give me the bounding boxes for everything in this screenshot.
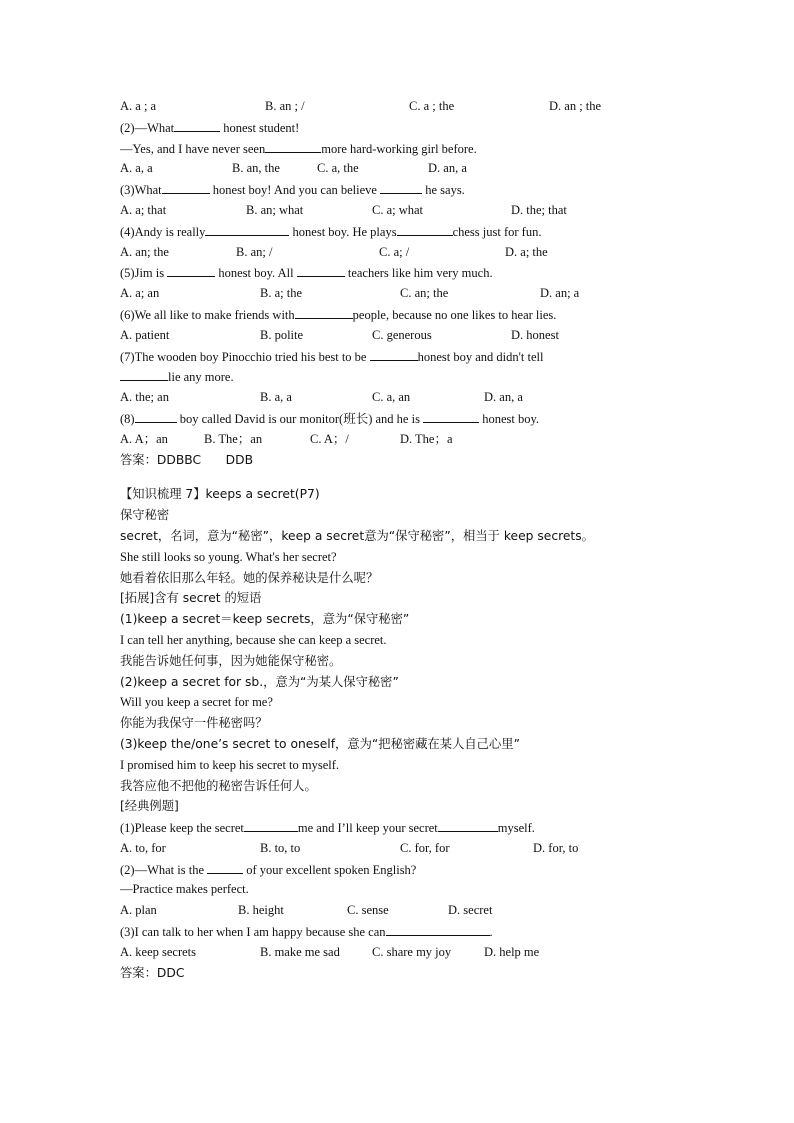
exercise-1: [120, 817, 680, 838]
phrase-2-chinese: 你能为我保守一件秘密吗？: [120, 716, 268, 731]
q7-text-c: lie any more.: [168, 370, 234, 385]
e3-option-d: D. help me: [484, 944, 540, 959]
q6-option-c: C. generous: [372, 327, 432, 342]
q7-text-a: (7)The wooden boy Pinocchio tried his best to be: [120, 349, 370, 364]
q3-option-c: C. a; what: [372, 202, 424, 217]
q4-options: [120, 242, 680, 263]
blank: [423, 408, 479, 423]
e1-option-b: B. to, to: [260, 840, 301, 855]
q5-text-b: honest boy. All: [215, 266, 297, 281]
spacer: [120, 470, 680, 484]
blank: [386, 921, 490, 936]
q4-text-b: honest boy. He plays: [289, 224, 397, 239]
q2-option-d: D. an, a: [428, 161, 467, 176]
phrase-3-english: I promised him to keep his secret to myself.: [120, 757, 340, 772]
q3-option-b: B. an; what: [246, 202, 304, 217]
question-5: [120, 262, 680, 283]
expand-heading: [拓展]含有 secret 的短语: [120, 591, 262, 606]
e3-option-a: A. keep secrets: [120, 944, 197, 959]
blank: [297, 262, 345, 277]
question-6: [120, 304, 680, 325]
blank: [265, 138, 321, 153]
classic-heading: [经典例题]: [120, 799, 179, 814]
exercise-3: [120, 921, 680, 942]
e1-text-b: me and I’ll keep your secret: [297, 821, 438, 836]
q6-option-a: A. patient: [120, 327, 170, 342]
q4-option-a: A. an; the: [120, 244, 169, 259]
question-2: [120, 117, 680, 138]
blank: [167, 262, 215, 277]
blank: [295, 304, 353, 319]
e3-text-b: .: [489, 925, 493, 940]
q3-text-b: honest boy! And you can believe: [209, 183, 381, 198]
q8-option-a: A. A；an: [120, 431, 168, 446]
phrase-2: (2)keep a secret for sb.，意为“为某人保守秘密”: [120, 674, 399, 689]
answer-key-2: 答案：DDC: [120, 965, 185, 980]
q3-option-a: A. a; that: [120, 202, 167, 217]
q4-text-a: (4)Andy is really: [120, 224, 206, 239]
q2-text-a: (2)—What: [120, 120, 175, 135]
e2-option-c: C. sense: [347, 903, 389, 918]
q3-options: [120, 200, 680, 221]
q5-option-c: C. an; the: [400, 286, 449, 301]
q1-option-c: C. a ; the: [409, 99, 455, 113]
question-3: [120, 179, 680, 200]
blank: [380, 179, 422, 194]
e2-option-b: B. height: [238, 903, 284, 918]
e1-options: [120, 838, 680, 859]
q2-option-c: C. a, the: [317, 161, 359, 176]
e1-option-d: D. for, to: [533, 840, 579, 855]
q1-option-a: A. a ; a: [120, 99, 157, 113]
e1-text-c: myself.: [497, 821, 535, 836]
phrase-meaning: 保守秘密: [120, 508, 170, 523]
blank: [205, 221, 289, 236]
e2-option-d: D. secret: [448, 903, 493, 918]
q5-option-b: B. a; the: [260, 286, 303, 301]
q1-options: [120, 96, 680, 117]
q7-option-b: B. a, a: [260, 390, 292, 405]
e3-text-a: (3)I can talk to her when I am happy because she can: [120, 925, 386, 940]
q5-options: [120, 283, 680, 304]
phrase-3: (3)keep the/one’s secret to oneself，意为“把秘密藏在某人自己心里”: [120, 736, 520, 751]
q7-option-d: D. an, a: [484, 390, 523, 405]
question-2-reply: [120, 138, 680, 159]
q6-option-b: B. polite: [260, 327, 304, 342]
phrase-1-english: I can tell her anything, because she can keep a secret.: [120, 632, 387, 647]
e2-options: [120, 900, 680, 921]
phrase-1-chinese: 我能告诉她任何事，因为她能保守秘密。: [120, 653, 342, 668]
example-chinese: 她看着依旧那么年轻。她的保养秘诀是什么呢？: [120, 570, 379, 585]
q2-options: [120, 158, 680, 179]
blank: [370, 346, 418, 361]
q8-option-b: B. The；an: [204, 431, 263, 446]
e1-text-a: (1)Please keep the secret: [120, 821, 244, 836]
phrase-3-chinese: 我答应他不把他的秘密告诉任何人。: [120, 778, 317, 793]
q8-text-b: boy called David is our monitor(班长) and he is: [176, 411, 424, 426]
e2-text-a: (2)—What is the: [120, 862, 208, 877]
q5-text-c: teachers like him very much.: [344, 266, 493, 281]
document-page: [120, 96, 680, 983]
question-7-cont: [120, 366, 680, 387]
phrase-2-english: Will you keep a secret for me?: [120, 695, 273, 710]
q8-text-c: honest boy.: [479, 411, 540, 426]
q6-text-b: people, because no one likes to hear lies.: [352, 307, 557, 322]
e1-option-a: A. to, for: [120, 840, 166, 855]
phrase-1: (1)keep a secret＝keep secrets，意为“保守秘密”: [120, 612, 410, 627]
q6-text-a: (6)We all like to make friends with: [120, 307, 295, 322]
q2-option-b: B. an, the: [232, 161, 280, 176]
q8-text-a: (8): [120, 411, 135, 426]
q1-option-d: D. an ; the: [549, 99, 602, 113]
section-heading: 【知识梳理 7】keeps a secret(P7): [120, 487, 320, 502]
question-8: [120, 408, 680, 429]
q8-option-c: C. A；/: [310, 431, 349, 446]
e1-option-c: C. for, for: [400, 840, 450, 855]
e3-options: [120, 942, 680, 963]
q8-options: [120, 429, 680, 450]
blank: [438, 817, 498, 832]
q3-text-c: he says.: [422, 183, 465, 198]
q8-option-d: D. The；a: [400, 431, 453, 446]
question-7: [120, 346, 680, 367]
e2-text-b: of your excellent spoken English?: [243, 862, 417, 877]
blank: [162, 179, 210, 194]
q2-option-a: A. a, a: [120, 161, 153, 176]
explanation: secret，名词，意为“秘密”，keep a secret意为“保守秘密”，相当于 keep secrets。: [120, 528, 594, 543]
blank: [244, 817, 298, 832]
e3-option-c: C. share my joy: [372, 944, 452, 959]
question-4: [120, 221, 680, 242]
exercise-2: [120, 859, 680, 880]
q5-option-d: D. an; a: [540, 286, 580, 301]
q4-option-c: C. a; /: [379, 244, 410, 259]
q6-options: [120, 325, 680, 346]
q2-text-b: honest student!: [220, 120, 300, 135]
blank: [397, 221, 453, 236]
e3-option-b: B. make me sad: [260, 944, 340, 959]
q4-option-d: D. a; the: [505, 244, 548, 259]
q4-text-c: chess just for fun.: [452, 224, 542, 239]
example-english: She still looks so young. What's her secret?: [120, 549, 337, 564]
q5-option-a: A. a; an: [120, 286, 160, 301]
q4-option-b: B. an; /: [236, 244, 273, 259]
answer-key-1: 答案：DDBBC DDB: [120, 452, 254, 467]
q3-option-d: D. the; that: [511, 202, 567, 217]
exercise-2-reply: —Practice makes perfect.: [120, 882, 249, 897]
blank: [174, 117, 220, 132]
q5-text-a: (5)Jim is: [120, 266, 168, 281]
blank: [120, 366, 168, 381]
q2-reply-b: more hard-working girl before.: [321, 141, 477, 156]
blank: [207, 859, 243, 874]
blank: [135, 408, 177, 423]
e2-option-a: A. plan: [120, 903, 157, 918]
q1-option-b: B. an ; /: [265, 99, 305, 113]
q6-option-d: D. honest: [511, 327, 559, 342]
q7-option-c: C. a, an: [372, 390, 411, 405]
q2-reply-a: —Yes, and I have never seen: [120, 141, 266, 156]
q7-option-a: A. the; an: [120, 390, 169, 405]
q3-text-a: (3)What: [120, 183, 162, 198]
q7-text-b: honest boy and didn't tell: [417, 349, 544, 364]
q7-options: [120, 387, 680, 408]
